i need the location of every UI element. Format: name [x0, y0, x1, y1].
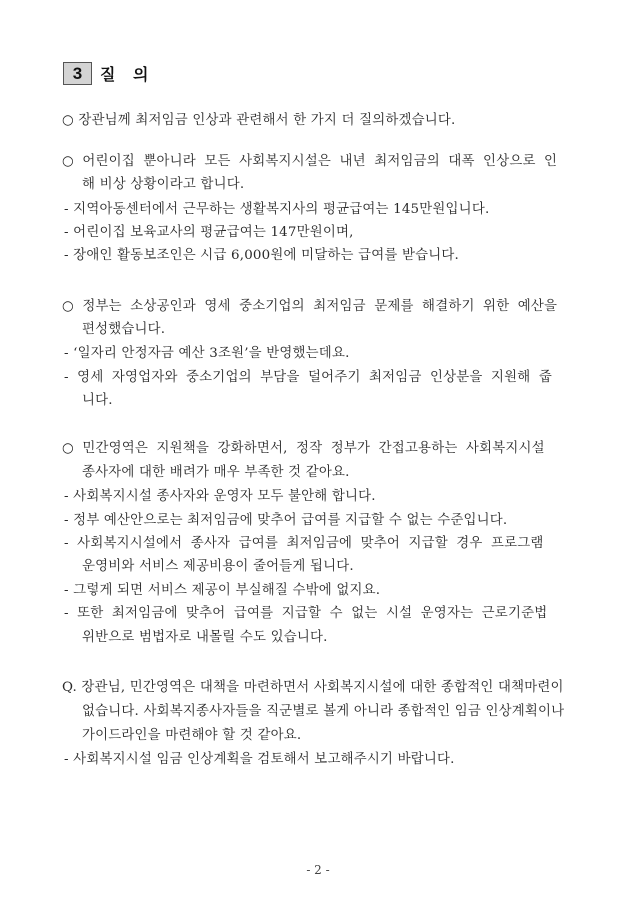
circle-item-continuation: 편성했습니다.: [82, 322, 166, 337]
question-item-continuation: 가이드라인을 마련해야 할 것 같아요.: [82, 728, 302, 743]
dash-item: - 사회복지시설 종사자와 운영자 모두 불안해 합니다.: [64, 489, 376, 504]
dash-item: - 그렇게 되면 서비스 제공이 부실해질 수밖에 없지요.: [64, 583, 381, 598]
dash-item-continuation: 위반으로 범법자로 내몰릴 수도 있습니다.: [82, 630, 328, 645]
circle-item: ○ 정부는 소상공인과 영세 중소기업의 최저임금 문제를 해결하기 위한 예산을: [62, 299, 558, 314]
dash-item-continuation: 니다.: [82, 393, 113, 408]
section-heading: [63, 62, 154, 85]
circle-item: ○ 장관님께 최저임금 인상과 관련해서 한 가지 더 질의하겠습니다.: [62, 113, 456, 128]
dash-item: - ‘일자리 안정자금 예산 3조원’을 반영했는데요.: [64, 346, 350, 361]
section-number-box: 3: [63, 62, 92, 85]
dash-item: - 사회복지시설에서 종사자 급여를 최저임금에 맞추어 지급할 경우 프로그램: [64, 536, 544, 551]
question-item-continuation: 없습니다. 사회복지종사자들을 직군별로 볼게 아니라 종합적인 임금 인상계획이나: [82, 704, 565, 719]
dash-item: - 장애인 활동보조인은 시급 6,000원에 미달하는 급여를 받습니다.: [64, 248, 459, 263]
dash-item: - 어린이집 보육교사의 평균급여는 147만원이며,: [64, 225, 354, 240]
dash-item: - 정부 예산안으로는 최저임금에 맞추어 급여를 지급할 수 없는 수준입니다.: [64, 513, 508, 528]
circle-item-continuation: 해 비상 상황이라고 합니다.: [82, 177, 245, 192]
circle-item: ○ 민간영역은 지원책을 강화하면서, 정작 정부가 간접고용하는 사회복지시설: [62, 441, 545, 456]
dash-item-continuation: 운영비와 서비스 제공비용이 줄어들게 됩니다.: [82, 559, 354, 574]
page-number: - 2 -: [306, 863, 330, 877]
dash-item: - 지역아동센터에서 근무하는 생활복지사의 평균급여는 145만원입니다.: [64, 202, 490, 217]
dash-item: - 영세 자영업자와 중소기업의 부담을 덜어주기 최저임금 인상분을 지원해 줍: [64, 370, 553, 385]
circle-item-continuation: 종사자에 대한 배려가 매우 부족한 것 같아요.: [82, 465, 350, 480]
question-item: Q. 장관님, 민간영역은 대책을 마련하면서 사회복지시설에 대한 종합적인 대책마련이: [62, 680, 564, 695]
section-title: 질 의: [100, 65, 155, 84]
dash-item: - 또한 최저임금에 맞추어 급여를 지급할 수 없는 시설 운영자는 근로기준법: [64, 606, 548, 621]
dash-item: - 사회복지시설 임금 인상계획을 검토해서 보고해주시기 바랍니다.: [64, 752, 455, 767]
circle-item: ○ 어린이집 뿐아니라 모든 사회복지시설은 내년 최저임금의 대폭 인상으로 인: [62, 154, 558, 169]
